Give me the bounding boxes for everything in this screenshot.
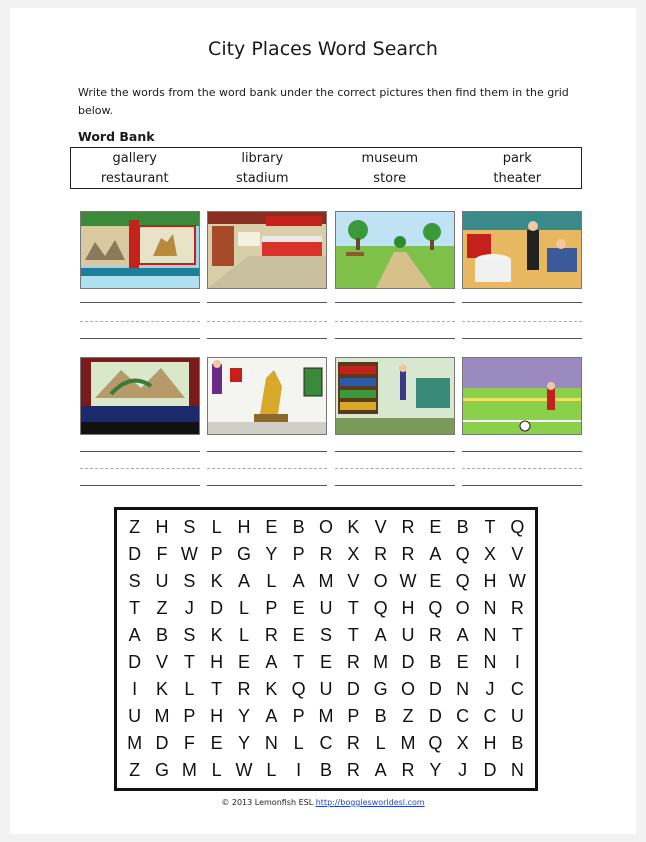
word-bank-word: theater bbox=[493, 170, 542, 186]
grid-letter[interactable]: Q bbox=[455, 544, 470, 564]
answer-guide bbox=[462, 468, 582, 469]
word-bank-word: museum bbox=[361, 150, 419, 166]
answer-guide bbox=[335, 321, 455, 322]
word-bank-word: library bbox=[241, 150, 284, 166]
answer-line bbox=[335, 485, 455, 486]
grid-letter[interactable]: W bbox=[399, 571, 417, 591]
grid-letter[interactable]: P bbox=[292, 544, 305, 564]
grid-letter[interactable]: D bbox=[483, 760, 497, 780]
word-bank-label: Word Bank bbox=[78, 129, 155, 144]
grid-letter[interactable]: L bbox=[238, 625, 249, 645]
grid-letter[interactable]: O bbox=[455, 598, 470, 618]
grid-letter[interactable]: B bbox=[456, 517, 469, 537]
grid-letter[interactable]: A bbox=[265, 652, 278, 672]
grid-letter[interactable]: G bbox=[154, 760, 169, 780]
grid-letter[interactable]: A bbox=[265, 706, 278, 726]
grid-letter[interactable]: U bbox=[319, 598, 333, 618]
grid-letter[interactable]: R bbox=[346, 760, 360, 780]
grid-letter[interactable]: R bbox=[319, 544, 333, 564]
grid-letter[interactable]: P bbox=[347, 706, 360, 726]
grid-letter[interactable]: R bbox=[264, 625, 278, 645]
grid-letter[interactable]: M bbox=[373, 652, 389, 672]
grid-letter[interactable]: M bbox=[318, 571, 334, 591]
grid-letter[interactable]: F bbox=[183, 733, 195, 753]
grid-letter[interactable]: L bbox=[211, 760, 222, 780]
grid-letter[interactable]: E bbox=[292, 598, 305, 618]
grid-letter[interactable]: F bbox=[156, 544, 168, 564]
answer-line bbox=[80, 485, 200, 486]
word-bank-word: gallery bbox=[112, 150, 157, 166]
grid-letter[interactable]: L bbox=[375, 733, 386, 753]
grid-letter[interactable]: S bbox=[183, 571, 196, 591]
grid-letter[interactable]: B bbox=[319, 760, 332, 780]
grid-letter[interactable]: H bbox=[210, 706, 224, 726]
grid-letter[interactable]: M bbox=[400, 733, 416, 753]
grid-letter[interactable]: L bbox=[293, 733, 304, 753]
grid-letter[interactable]: E bbox=[319, 652, 332, 672]
grid-letter[interactable]: X bbox=[483, 544, 496, 564]
grid-letter[interactable]: S bbox=[183, 625, 196, 645]
grid-letter[interactable]: N bbox=[264, 733, 278, 753]
grid-letter[interactable]: T bbox=[129, 598, 141, 618]
answer-guide bbox=[80, 468, 200, 469]
grid-letter[interactable]: H bbox=[483, 571, 497, 591]
grid-letter[interactable]: G bbox=[373, 679, 388, 699]
grid-letter[interactable]: G bbox=[236, 544, 251, 564]
grid-letter[interactable]: O bbox=[373, 571, 388, 591]
grid-letter[interactable]: L bbox=[266, 760, 277, 780]
grid-letter[interactable]: K bbox=[265, 679, 278, 699]
answer-line bbox=[462, 485, 582, 486]
answer-line bbox=[80, 451, 200, 452]
grid-letter[interactable]: V bbox=[374, 517, 387, 537]
grid-letter[interactable]: U bbox=[401, 625, 415, 645]
grid-letter[interactable]: P bbox=[183, 706, 196, 726]
grid-letter[interactable]: B bbox=[429, 652, 442, 672]
word-bank-word: stadium bbox=[235, 170, 289, 186]
grid-letter[interactable]: M bbox=[127, 733, 143, 753]
grid-letter[interactable]: H bbox=[155, 517, 169, 537]
answer-guide bbox=[207, 321, 327, 322]
park-scene-icon bbox=[336, 212, 454, 288]
grid-letter[interactable]: R bbox=[374, 544, 388, 564]
answer-line bbox=[207, 485, 327, 486]
grid-letter[interactable]: N bbox=[456, 679, 470, 699]
grid-letter[interactable]: D bbox=[128, 544, 142, 564]
answer-line bbox=[207, 338, 327, 339]
grid-letter[interactable]: K bbox=[210, 625, 223, 645]
word-bank bbox=[70, 147, 582, 189]
grid-letter[interactable]: W bbox=[508, 571, 526, 591]
grid-letter[interactable]: L bbox=[184, 679, 195, 699]
grid-letter[interactable]: M bbox=[154, 706, 170, 726]
grid-letter[interactable]: E bbox=[292, 625, 305, 645]
library-scene-icon bbox=[336, 358, 454, 434]
grid-letter[interactable]: D bbox=[428, 706, 442, 726]
grid-letter[interactable]: X bbox=[456, 733, 469, 753]
instructions: Write the words from the word bank under the correct pictures then find them in the grid below. bbox=[78, 86, 569, 117]
grid-letter[interactable]: Q bbox=[373, 598, 388, 618]
answer-line bbox=[80, 302, 200, 303]
picture-park bbox=[335, 211, 455, 289]
grid-letter[interactable]: X bbox=[347, 544, 360, 564]
grid-letter[interactable]: Y bbox=[237, 706, 250, 726]
grid-letter[interactable]: Z bbox=[402, 706, 414, 726]
grid-letter[interactable]: A bbox=[128, 625, 141, 645]
grid-letter[interactable]: S bbox=[183, 517, 196, 537]
grid-letter[interactable]: J bbox=[184, 598, 194, 618]
grid-letter[interactable]: U bbox=[155, 571, 169, 591]
grid-letter[interactable]: U bbox=[319, 679, 333, 699]
restaurant-scene-icon bbox=[463, 212, 581, 288]
answer-line bbox=[207, 302, 327, 303]
grid-letter[interactable]: U bbox=[510, 706, 524, 726]
grid-letter[interactable]: V bbox=[347, 571, 360, 591]
word-bank-word: park bbox=[502, 150, 532, 166]
grid-letter[interactable]: T bbox=[211, 679, 223, 699]
grid-letter[interactable]: R bbox=[401, 544, 415, 564]
grid-letter[interactable]: Q bbox=[291, 679, 306, 699]
grid-letter[interactable]: J bbox=[458, 760, 468, 780]
word-bank-word: store bbox=[373, 170, 407, 186]
grid-letter[interactable]: S bbox=[128, 571, 141, 591]
store-scene-icon bbox=[208, 212, 326, 288]
grid-letter[interactable]: L bbox=[238, 598, 249, 618]
grid-letter[interactable]: R bbox=[346, 652, 360, 672]
grid-letter[interactable]: B bbox=[511, 733, 524, 753]
grid-letter[interactable]: C bbox=[510, 679, 524, 699]
grid-letter[interactable]: H bbox=[483, 733, 497, 753]
answer-line bbox=[335, 302, 455, 303]
worksheet-page bbox=[10, 8, 636, 834]
grid-letter[interactable]: Y bbox=[265, 544, 278, 564]
grid-letter[interactable]: I bbox=[296, 760, 302, 780]
grid-letter[interactable]: P bbox=[265, 598, 278, 618]
grid-letter[interactable]: Q bbox=[455, 571, 470, 591]
word-search-grid bbox=[114, 507, 538, 791]
grid-letter[interactable]: Y bbox=[429, 760, 442, 780]
grid-letter[interactable]: E bbox=[456, 652, 469, 672]
grid-letter[interactable]: B bbox=[292, 517, 305, 537]
grid-letter[interactable]: E bbox=[237, 652, 250, 672]
grid-letter[interactable]: L bbox=[266, 571, 277, 591]
grid-letter[interactable]: Q bbox=[428, 598, 443, 618]
grid-letter[interactable]: V bbox=[511, 544, 524, 564]
grid-letter[interactable]: V bbox=[155, 652, 168, 672]
grid-letter[interactable]: S bbox=[319, 625, 332, 645]
grid-letter[interactable]: A bbox=[429, 544, 442, 564]
grid-letter[interactable]: M bbox=[318, 706, 334, 726]
grid-letter[interactable]: Y bbox=[237, 733, 250, 753]
grid-letter[interactable]: T bbox=[293, 652, 305, 672]
answer-guide bbox=[80, 321, 200, 322]
grid-letter[interactable]: E bbox=[429, 571, 442, 591]
grid-letter[interactable]: R bbox=[428, 625, 442, 645]
answer-line bbox=[80, 338, 200, 339]
answer-line bbox=[207, 451, 327, 452]
grid-letter[interactable]: I bbox=[132, 679, 138, 699]
stadium-scene-icon bbox=[463, 358, 581, 434]
grid-letter[interactable]: D bbox=[155, 733, 169, 753]
grid-letter[interactable]: D bbox=[128, 652, 142, 672]
answer-line bbox=[335, 451, 455, 452]
footer-link[interactable]: http://bogglesworldesl.com bbox=[315, 798, 425, 807]
grid-letter[interactable]: T bbox=[511, 625, 523, 645]
grid-letter[interactable]: R bbox=[237, 679, 251, 699]
grid-letter[interactable]: R bbox=[401, 760, 415, 780]
grid-letter[interactable]: J bbox=[485, 679, 495, 699]
picture-store bbox=[207, 211, 327, 289]
grid-letter[interactable]: K bbox=[210, 571, 223, 591]
grid-letter[interactable]: T bbox=[347, 598, 359, 618]
grid-letter[interactable]: R bbox=[401, 517, 415, 537]
grid-letter[interactable]: Q bbox=[510, 517, 525, 537]
grid-letter[interactable]: C bbox=[319, 733, 333, 753]
grid-letter[interactable]: E bbox=[210, 733, 223, 753]
grid-letter[interactable]: O bbox=[400, 679, 415, 699]
grid-letter[interactable]: T bbox=[484, 517, 496, 537]
museum-scene-icon bbox=[81, 212, 199, 288]
grid-letter[interactable]: L bbox=[211, 517, 222, 537]
grid-letter[interactable]: B bbox=[155, 625, 168, 645]
page-title: City Places Word Search bbox=[208, 38, 438, 60]
grid-letter[interactable]: Z bbox=[156, 598, 168, 618]
grid-letter[interactable]: W bbox=[180, 544, 198, 564]
grid-letter[interactable]: N bbox=[510, 760, 524, 780]
footer bbox=[10, 798, 636, 807]
grid-letter[interactable]: H bbox=[210, 652, 224, 672]
grid-letter[interactable]: P bbox=[292, 706, 305, 726]
grid-letter[interactable]: C bbox=[483, 706, 497, 726]
answer-guide bbox=[335, 468, 455, 469]
picture-gallery bbox=[207, 357, 327, 435]
grid-letter[interactable]: I bbox=[514, 652, 520, 672]
grid-letter[interactable]: A bbox=[237, 571, 250, 591]
grid-letter[interactable]: W bbox=[235, 760, 253, 780]
footer-copyright: © 2013 Lemonfish ESL bbox=[221, 798, 314, 807]
grid-letter[interactable]: P bbox=[210, 544, 223, 564]
picture-stadium bbox=[462, 357, 582, 435]
grid-letter[interactable]: A bbox=[292, 571, 305, 591]
answer-line bbox=[462, 451, 582, 452]
grid-letter[interactable]: N bbox=[483, 625, 497, 645]
grid-letter[interactable]: C bbox=[456, 706, 470, 726]
answer-guide bbox=[462, 321, 582, 322]
grid-letter[interactable]: R bbox=[346, 733, 360, 753]
answer-line bbox=[462, 338, 582, 339]
grid-letter[interactable]: H bbox=[401, 598, 415, 618]
grid-letter[interactable]: E bbox=[429, 517, 442, 537]
grid-letter[interactable]: T bbox=[347, 625, 359, 645]
grid-letter[interactable]: A bbox=[374, 760, 387, 780]
grid-letter[interactable]: Z bbox=[129, 517, 141, 537]
grid-letter[interactable]: D bbox=[401, 652, 415, 672]
grid-letter[interactable]: R bbox=[510, 598, 524, 618]
grid-letter[interactable]: A bbox=[374, 625, 387, 645]
picture-museum bbox=[80, 211, 200, 289]
grid-letter[interactable]: K bbox=[347, 517, 360, 537]
grid-letter[interactable]: M bbox=[181, 760, 197, 780]
grid-letter[interactable]: Z bbox=[129, 760, 141, 780]
grid-letter[interactable]: O bbox=[318, 517, 333, 537]
grid-letter[interactable]: H bbox=[237, 517, 251, 537]
picture-restaurant bbox=[462, 211, 582, 289]
grid-letter[interactable]: D bbox=[346, 679, 360, 699]
grid-letter[interactable]: N bbox=[483, 598, 497, 618]
grid-letter[interactable]: Q bbox=[428, 733, 443, 753]
grid-letter[interactable]: U bbox=[128, 706, 142, 726]
answer-guide bbox=[207, 468, 327, 469]
answer-line bbox=[462, 302, 582, 303]
word-bank-word: restaurant bbox=[100, 170, 169, 186]
theater-scene-icon bbox=[81, 358, 199, 434]
grid-letter[interactable]: B bbox=[374, 706, 387, 726]
picture-library bbox=[335, 357, 455, 435]
grid-letter[interactable]: K bbox=[155, 679, 168, 699]
grid-letter[interactable]: D bbox=[210, 598, 224, 618]
grid-letter[interactable]: N bbox=[483, 652, 497, 672]
answer-line bbox=[335, 338, 455, 339]
grid-letter[interactable]: T bbox=[183, 652, 195, 672]
grid-letter[interactable]: E bbox=[265, 517, 278, 537]
grid-letter[interactable]: D bbox=[428, 679, 442, 699]
picture-theater bbox=[80, 357, 200, 435]
grid-letter[interactable]: A bbox=[456, 625, 469, 645]
gallery-scene-icon bbox=[208, 358, 326, 434]
